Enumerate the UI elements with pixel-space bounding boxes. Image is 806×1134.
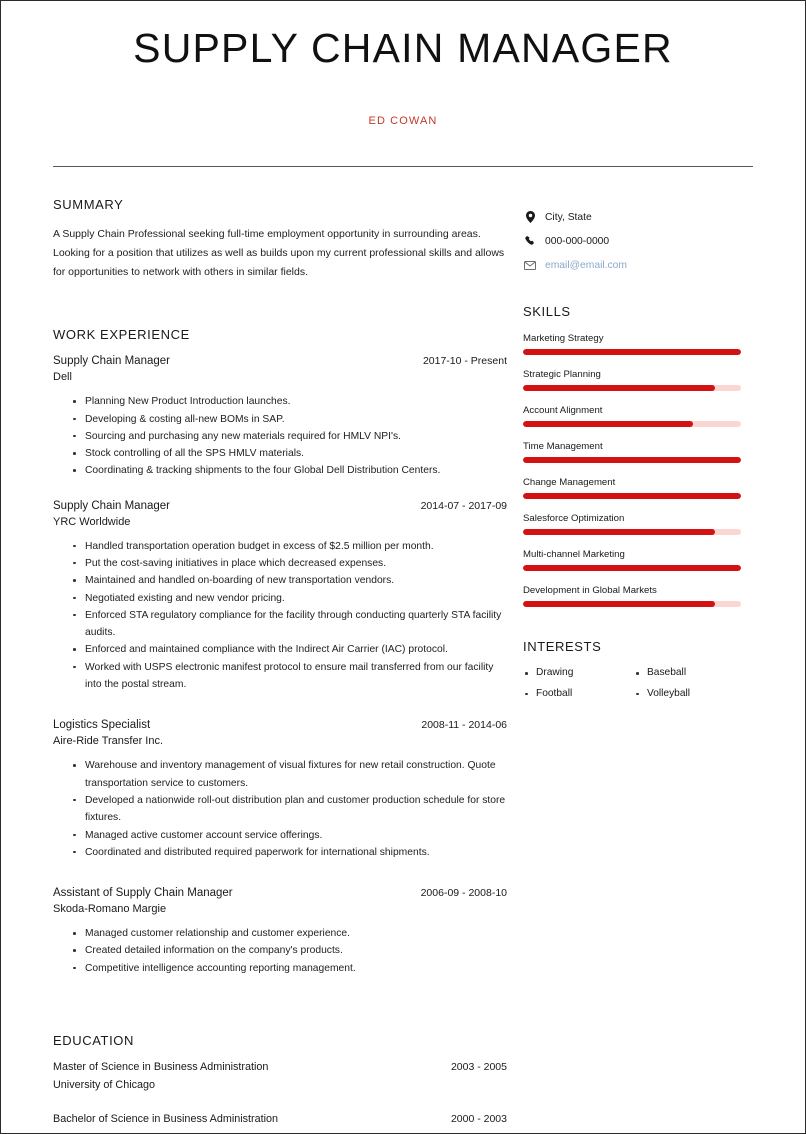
job-dates: 2008-11 - 2014-06 <box>421 719 507 732</box>
skill-bar-track <box>523 349 741 355</box>
job-bullet-list <box>53 925 507 977</box>
education-school: University of Chicago <box>53 1079 156 1092</box>
skill-bar-fill <box>523 421 693 427</box>
skill-label: Salesforce Optimization <box>523 513 625 525</box>
skill-label: Time Management <box>523 441 603 453</box>
interest-item: Baseball <box>634 665 741 681</box>
job-bullet: Maintained and handled on-boarding of new transportation vendors. <box>73 572 507 589</box>
skill-label: Multi-channel Marketing <box>523 549 625 561</box>
job-entry <box>53 355 507 479</box>
skill-label: Change Management <box>523 477 616 489</box>
skill-label: Marketing Strategy <box>523 333 604 345</box>
skill-bar-track <box>523 385 741 391</box>
job-header-row <box>53 887 507 899</box>
job-entry <box>53 500 507 694</box>
sidebar-column <box>523 197 741 702</box>
body-columns <box>53 167 753 1134</box>
contact-email[interactable] <box>523 260 741 271</box>
job-header-row <box>53 719 507 731</box>
job-title: Logistics Specialist <box>53 719 151 732</box>
job-bullet: Enforced and maintained compliance with the Indirect Air Carrier (IAC) protocol. <box>73 641 507 658</box>
job-entry <box>53 719 507 861</box>
job-title: Assistant of Supply Chain Manager <box>53 887 233 900</box>
main-column <box>53 197 523 1134</box>
job-bullet: Managed active customer account service offerings. <box>73 827 507 844</box>
job-company: Aire-Ride Transfer Inc. <box>53 735 164 748</box>
job-bullet: Negotiated existing and new vendor pricing. <box>73 590 507 607</box>
work-experience-section <box>53 327 507 977</box>
skill-bar-fill <box>523 349 741 355</box>
job-bullet: Handled transportation operation budget in excess of $2.5 million per month. <box>73 538 507 555</box>
work-experience-heading: WORK EXPERIENCE <box>53 327 190 343</box>
contact-phone-text: 000-000-0000 <box>545 236 610 248</box>
education-header-row <box>53 1061 507 1073</box>
education-dates: 2003 - 2005 <box>450 1061 507 1074</box>
page-title: SUPPLY CHAIN MANAGER <box>133 25 673 71</box>
map-pin-icon <box>523 211 537 223</box>
education-degree: Master of Science in Business Administration <box>53 1061 269 1074</box>
skill-bar-fill <box>523 529 715 535</box>
education-heading: EDUCATION <box>53 1033 134 1049</box>
job-bullet: Stock controlling of all the SPS HMLV materials. <box>73 445 507 462</box>
job-bullet: Enforced STA regulatory compliance for the facility through conducting quarterly STA facility audits. <box>73 607 507 642</box>
job-bullet: Planning New Product Introduction launches. <box>73 393 507 410</box>
job-title: Supply Chain Manager <box>53 355 170 368</box>
education-section <box>53 1033 507 1125</box>
contact-section <box>523 211 741 271</box>
skill-item <box>523 369 741 391</box>
skill-bar-track <box>523 421 741 427</box>
skill-bar-track <box>523 529 741 535</box>
contact-phone <box>523 236 741 247</box>
job-bullet: Developed a nationwide roll-out distribution plan and customer production schedule for store fixtures. <box>73 792 507 827</box>
skill-bar-track <box>523 493 741 499</box>
job-bullet: Developing & costing all-new BOMs in SAP. <box>73 411 507 428</box>
education-entry <box>53 1061 507 1091</box>
education-entry <box>53 1113 507 1125</box>
candidate-name: ED COWAN <box>368 115 438 128</box>
skill-bar-track <box>523 457 741 463</box>
skill-bar-track <box>523 565 741 571</box>
skill-bar-fill <box>523 565 741 571</box>
job-bullet: Coordinated and distributed required paperwork for international shipments. <box>73 844 507 861</box>
skills-section <box>523 304 741 607</box>
education-degree: Bachelor of Science in Business Administration <box>53 1113 279 1126</box>
job-bullet: Competitive intelligence accounting reporting management. <box>73 960 507 977</box>
skill-bar-fill <box>523 385 715 391</box>
skill-item <box>523 405 741 427</box>
job-entry <box>53 887 507 977</box>
job-bullet: Managed customer relationship and customer experience. <box>73 925 507 942</box>
phone-icon <box>523 236 537 247</box>
job-bullet: Warehouse and inventory management of visual fixtures for new retail construction. Quote transportation service to customers. <box>73 757 507 792</box>
job-bullet: Coordinating & tracking shipments to the four Global Dell Distribution Centers. <box>73 462 507 479</box>
skill-label: Development in Global Markets <box>523 585 657 597</box>
job-bullet: Created detailed information on the company's products. <box>73 942 507 959</box>
job-bullet: Worked with USPS electronic manifest protocol to ensure mail transferred from our facility into the postal stream. <box>73 659 507 694</box>
education-header-row <box>53 1113 507 1125</box>
interests-list <box>523 665 741 702</box>
summary-heading: SUMMARY <box>53 197 124 213</box>
job-title: Supply Chain Manager <box>53 499 170 512</box>
job-company: Dell <box>53 371 72 384</box>
skill-bar-fill <box>523 493 741 499</box>
skill-item <box>523 513 741 535</box>
skill-bar-fill <box>523 601 715 607</box>
job-bullet-list <box>53 757 507 861</box>
job-bullet: Put the cost-saving initiatives in place which decreased expenses. <box>73 555 507 572</box>
interest-item: Drawing <box>523 665 630 681</box>
envelope-icon <box>523 261 537 270</box>
job-dates: 2014-07 - 2017-09 <box>420 499 507 512</box>
skill-item <box>523 585 741 607</box>
skill-label: Account Alignment <box>523 405 603 417</box>
job-company: Skoda-Romano Margie <box>53 903 167 916</box>
job-dates: 2017-10 - Present <box>422 355 507 368</box>
job-bullet-list <box>53 393 507 479</box>
skills-heading: SKILLS <box>523 304 571 320</box>
job-bullet: Sourcing and purchasing any new materials required for HMLV NPI's. <box>73 428 507 445</box>
skill-bar-track <box>523 601 741 607</box>
job-header-row <box>53 500 507 512</box>
contact-location <box>523 211 741 223</box>
summary-section <box>53 197 507 281</box>
job-header-row <box>53 355 507 367</box>
interest-item: Football <box>523 686 630 702</box>
interests-section <box>523 639 741 702</box>
contact-location-text: City, State <box>545 211 592 223</box>
job-dates: 2006-09 - 2008-10 <box>420 887 507 900</box>
job-company: YRC Worldwide <box>53 515 131 528</box>
skill-item <box>523 333 741 355</box>
job-bullet-list <box>53 538 507 694</box>
skill-item <box>523 441 741 463</box>
interests-heading: INTERESTS <box>523 639 602 655</box>
contact-email-text[interactable]: email@email.com <box>545 260 627 272</box>
skill-label: Strategic Planning <box>523 369 601 381</box>
skill-item <box>523 549 741 571</box>
skill-bar-fill <box>523 457 741 463</box>
skill-item <box>523 477 741 499</box>
education-dates: 2000 - 2003 <box>450 1113 507 1126</box>
interest-item: Volleyball <box>634 686 741 702</box>
summary-text: A Supply Chain Professional seeking full-time employment opportunity in surrounding areas. Looking for a position that utilizes as well as builds upon my current professional skills and allows for opportunities to network with others in similar fields. <box>53 228 505 278</box>
